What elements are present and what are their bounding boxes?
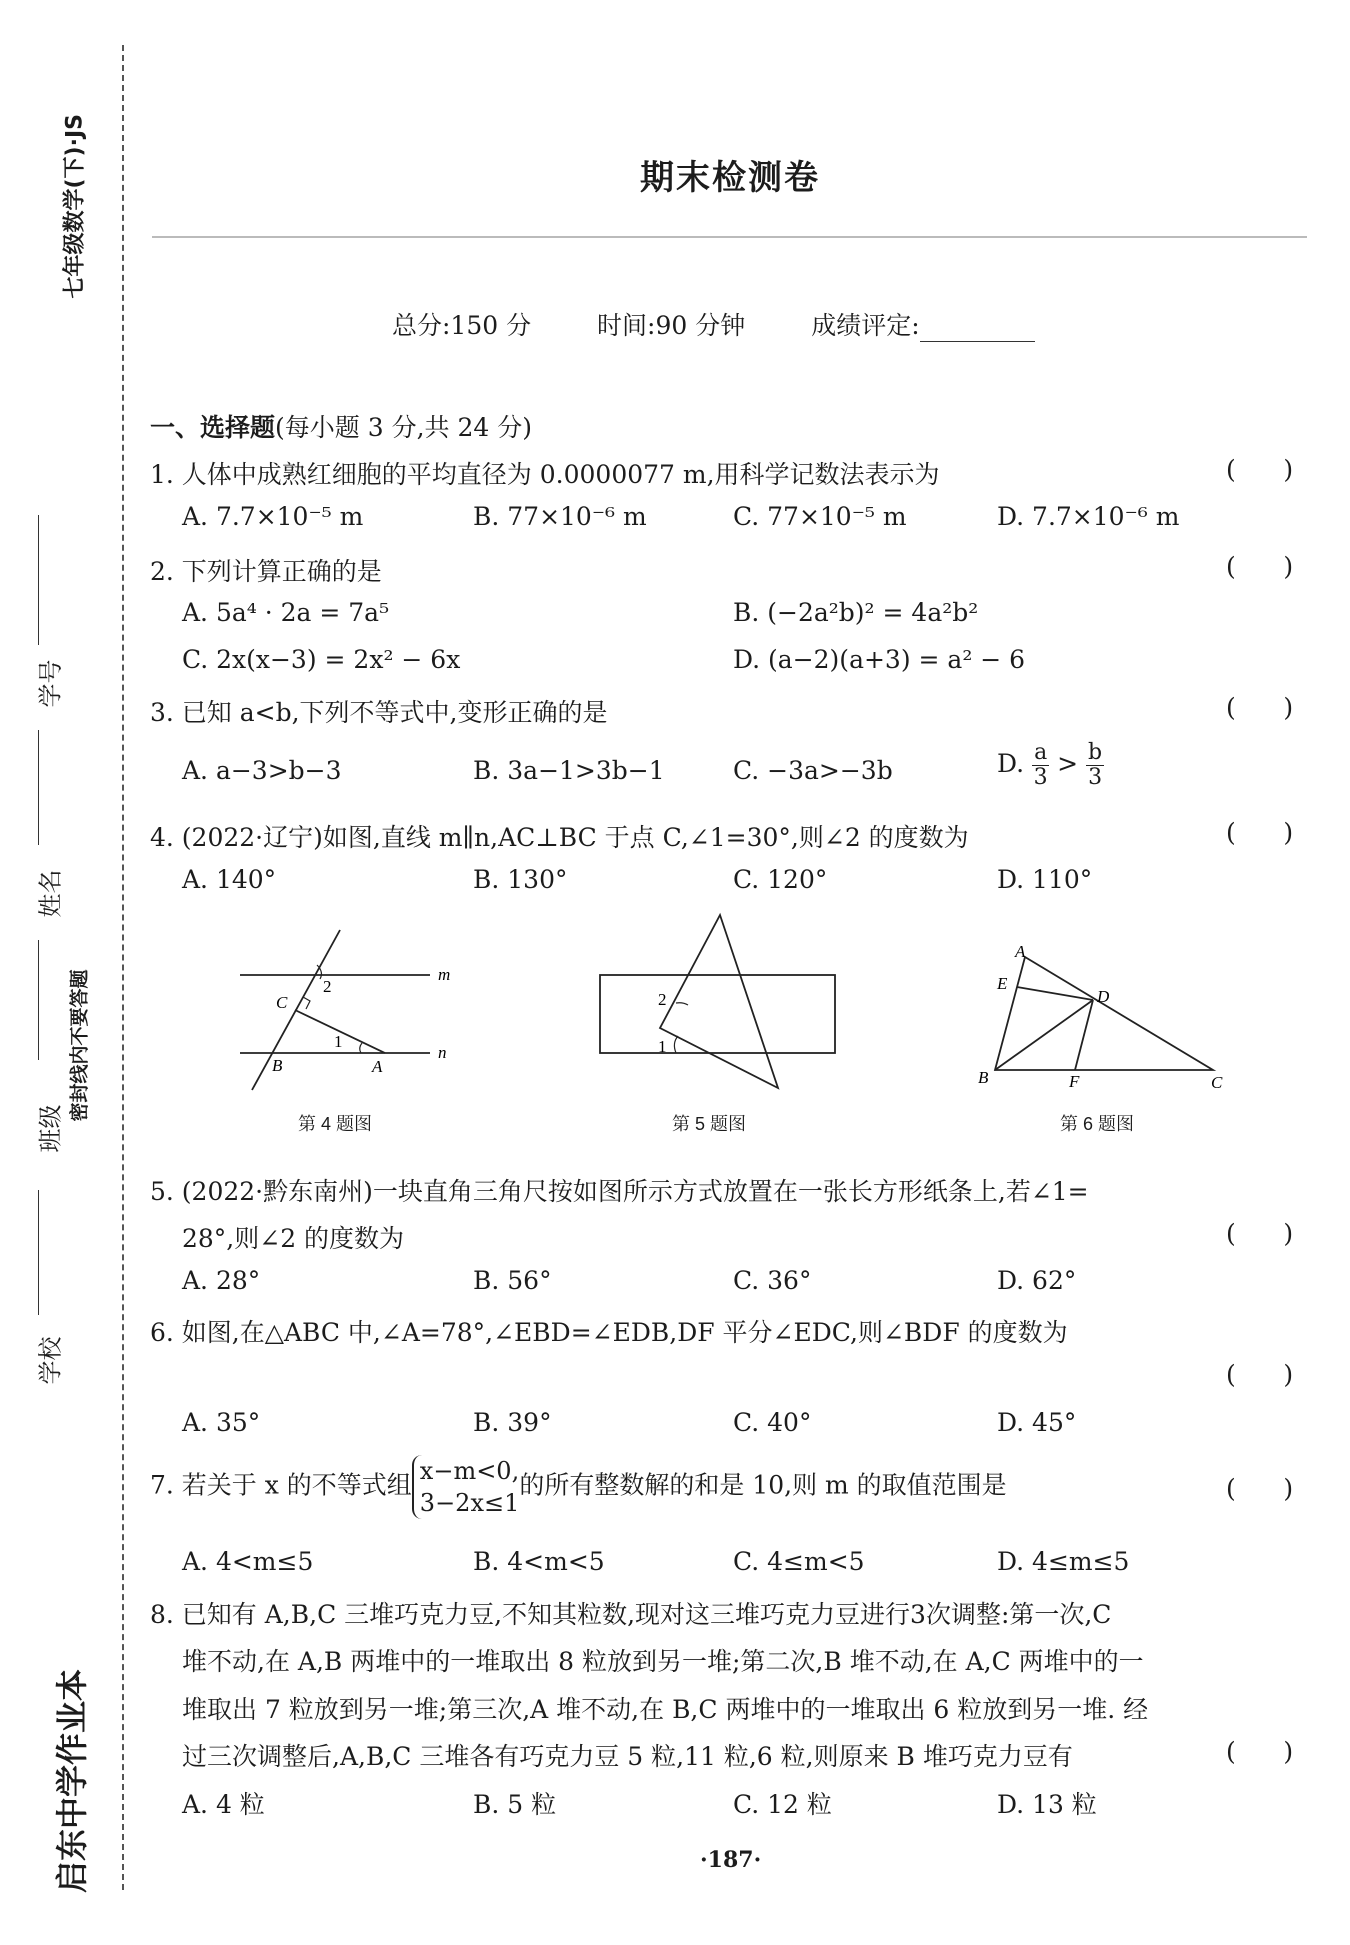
q2-option-a[interactable]: A. 5a⁴ · 2a = 7a⁵ (182, 598, 390, 627)
page-title: 期末检测卷 (640, 158, 820, 198)
title-divider (152, 236, 1307, 238)
q2-option-d[interactable]: D. (a−2)(a+3) = a² − 6 (733, 645, 1026, 674)
q8-option-d[interactable]: D. 13 粒 (997, 1790, 1097, 1819)
q5-option-d[interactable]: D. 62° (997, 1266, 1077, 1295)
fig6-label-a: A (1015, 945, 1026, 961)
fig6-label-f: F (1069, 1072, 1080, 1091)
q8-option-c[interactable]: C. 12 粒 (733, 1790, 832, 1819)
fig6-label-e: E (997, 974, 1008, 993)
q4-stem: 4. (2022·辽宁)如图,直线 m∥n,AC⊥BC 于点 C,∠1=30°,则∠2 的度数为 (150, 823, 969, 852)
class-blank (38, 940, 39, 1060)
q4-option-c[interactable]: C. 120° (733, 865, 828, 894)
q5-option-a[interactable]: A. 28° (182, 1266, 261, 1295)
fig6-caption: 第 6 题图 (1060, 1114, 1135, 1134)
figure-5 (590, 910, 850, 1100)
fig5-label-2: 2 (658, 990, 667, 1009)
class-label: 班级 (36, 1104, 65, 1153)
score-label: 成绩评定: (811, 311, 920, 340)
binding-dashed-line (122, 45, 124, 1890)
q5-stem-line1: 5. (2022·黔东南州)一块直角三角尺按如图所示方式放置在一张长方形纸条上,若∠1= (150, 1177, 1089, 1206)
fig4-label-2: 2 (323, 977, 332, 996)
q4-answer-paren[interactable]: ( ) (1226, 818, 1294, 847)
fig6-label-b: B (978, 1068, 989, 1087)
book-tag: 七年级数学(下)·JS (62, 114, 88, 299)
q5-option-c[interactable]: C. 36° (733, 1266, 812, 1295)
q4-option-d[interactable]: D. 110° (997, 865, 1093, 894)
q8-line3: 堆取出 7 粒放到另一堆;第三次,A 堆不动,在 B,C 两堆中的一堆取出 6 粒放到另一堆. 经 (182, 1695, 1149, 1724)
q3-option-d[interactable]: D. $\frac{a}{3}$ > $\frac{b}{3}$ (997, 740, 1103, 790)
q3-option-c[interactable]: C. −3a>−3b (733, 756, 893, 785)
q4-option-b[interactable]: B. 130° (473, 865, 568, 894)
q2-option-b[interactable]: B. (−2a²b)² = 4a²b² (733, 598, 979, 627)
q5-answer-paren[interactable]: ( ) (1226, 1219, 1294, 1248)
q7-option-c[interactable]: C. 4≤m<5 (733, 1547, 865, 1576)
exam-info (392, 306, 1093, 342)
q8-answer-paren[interactable]: ( ) (1226, 1737, 1294, 1766)
q6-answer-paren[interactable]: ( ) (1226, 1360, 1294, 1389)
q7-stem: 7. 若关于 x 的不等式组 x−m<0, 3−2x≤1 的所有整数解的和是 10,则 m 的取值范围是 (150, 1457, 1007, 1517)
page-number: ·187· (700, 1847, 762, 1873)
fig5-caption: 第 5 题图 (672, 1114, 747, 1134)
q7-option-b[interactable]: B. 4<m<5 (473, 1547, 605, 1576)
q3-fraction-b3: $\frac{b}{3}$ (1088, 740, 1103, 790)
name-label: 姓名 (36, 869, 65, 918)
q3-stem: 3. 已知 a<b,下列不等式中,变形正确的是 (150, 698, 608, 727)
q6-option-d[interactable]: D. 45° (997, 1408, 1077, 1437)
q6-option-b[interactable]: B. 39° (473, 1408, 552, 1437)
fig4-label-1: 1 (334, 1032, 343, 1051)
fig6-label-d: D (1097, 987, 1110, 1006)
fig4-label-m: m (438, 965, 451, 984)
q3-answer-paren[interactable]: ( ) (1226, 693, 1294, 722)
section-heading: 一、选择题(每小题 3 分,共 24 分) (150, 413, 532, 442)
q3-fraction-a3: $\frac{a}{3}$ (1033, 740, 1048, 790)
q6-option-a[interactable]: A. 35° (182, 1408, 261, 1437)
q7-option-a[interactable]: A. 4<m≤5 (182, 1547, 314, 1576)
q5-option-b[interactable]: B. 56° (473, 1266, 552, 1295)
school-label: 学校 (36, 1336, 65, 1385)
exam-time: 时间:90 分钟 (597, 311, 746, 340)
q8-line4: 过三次调整后,A,B,C 三堆各有巧克力豆 5 粒,11 粒,6 粒,则原来 B 堆巧克力豆有 (182, 1742, 1073, 1771)
fig5-label-1: 1 (658, 1037, 667, 1056)
seal-note: 密封线内不要答题 (68, 969, 91, 1122)
fig6-label-c: C (1211, 1073, 1223, 1092)
q2-option-c[interactable]: C. 2x(x−3) = 2x² − 6x (182, 645, 461, 674)
name-blank (38, 730, 39, 845)
q6-option-c[interactable]: C. 40° (733, 1408, 812, 1437)
q2-answer-paren[interactable]: ( ) (1226, 552, 1294, 581)
q3-option-a[interactable]: A. a−3>b−3 (182, 756, 342, 785)
student-id-blank (38, 515, 39, 645)
q7-answer-paren[interactable]: ( ) (1226, 1474, 1294, 1503)
q4-option-a[interactable]: A. 140° (182, 865, 277, 894)
book-name: 启东中学作业本 (53, 1668, 91, 1893)
q1-option-c[interactable]: C. 77×10⁻⁵ m (733, 502, 907, 531)
q1-option-b[interactable]: B. 77×10⁻⁶ m (473, 502, 647, 531)
school-blank (38, 1190, 39, 1315)
total-score: 总分:150 分 (392, 311, 532, 340)
q6-stem: 6. 如图,在△ABC 中,∠A=78°,∠EBD=∠EDB,DF 平分∠EDC,则∠BDF 的度数为 (150, 1318, 1068, 1347)
q1-option-a[interactable]: A. 7.7×10⁻⁵ m (182, 502, 364, 531)
fig4-caption: 第 4 题图 (298, 1114, 373, 1134)
q7-inequality-system: x−m<0, 3−2x≤1 (412, 1455, 520, 1519)
q5-stem-line2: 28°,则∠2 的度数为 (182, 1224, 405, 1253)
student-id-label: 学号 (36, 659, 65, 708)
q3-option-b[interactable]: B. 3a−1>3b−1 (473, 756, 665, 785)
fig4-label-n: n (438, 1043, 447, 1062)
fig4-label-a: A (372, 1057, 383, 1076)
q8-option-b[interactable]: B. 5 粒 (473, 1790, 557, 1819)
q2-stem: 2. 下列计算正确的是 (150, 557, 382, 586)
q8-line1: 8. 已知有 A,B,C 三堆巧克力豆,不知其粒数,现对这三堆巧克力豆进行3次调整:第一次,C (150, 1600, 1112, 1629)
q1-stem: 1. 人体中成熟红细胞的平均直径为 0.0000077 m,用科学记数法表示为 (150, 460, 940, 489)
figure-6 (975, 945, 1235, 1095)
score-blank[interactable] (920, 319, 1035, 342)
figure-4 (230, 925, 460, 1095)
q7-option-d[interactable]: D. 4≤m≤5 (997, 1547, 1130, 1576)
q1-option-d[interactable]: D. 7.7×10⁻⁶ m (997, 502, 1180, 531)
q1-answer-paren[interactable]: ( ) (1226, 455, 1294, 484)
q8-option-a[interactable]: A. 4 粒 (182, 1790, 265, 1819)
fig4-label-b: B (272, 1056, 283, 1075)
q8-line2: 堆不动,在 A,B 两堆中的一堆取出 8 粒放到另一堆;第二次,B 堆不动,在 A,C 两堆中的一 (182, 1647, 1144, 1676)
fig4-label-c: C (276, 993, 288, 1012)
